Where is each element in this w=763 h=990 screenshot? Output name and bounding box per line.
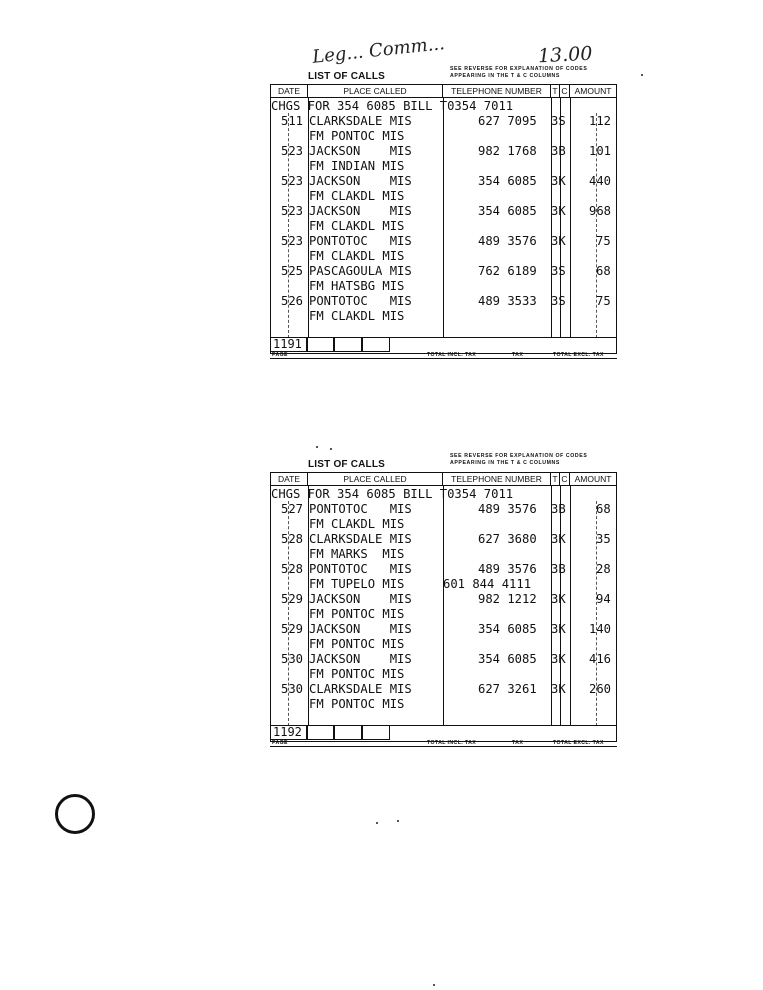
- call-origin: [271, 279, 616, 294]
- total-excl-label: TOTAL EXCL. TAX: [553, 352, 604, 358]
- call-from: FM PONTOC MIS: [309, 697, 405, 711]
- call-tc: 3B: [551, 562, 566, 576]
- call-row: [271, 174, 616, 189]
- header-c: C: [560, 85, 570, 97]
- handwritten-amount: 13.00: [537, 42, 593, 68]
- slip-title: LIST OF CALLS: [308, 459, 386, 470]
- call-phone: 489 3576: [478, 562, 537, 576]
- call-from: FM PONTOC MIS: [309, 607, 405, 621]
- call-from: FM MARKS MIS: [309, 547, 405, 561]
- speck: [641, 74, 643, 76]
- call-from: FM CLAKDL MIS: [309, 249, 405, 263]
- call-from: FM CLAKDL MIS: [309, 219, 405, 233]
- call-tc: 3K: [551, 622, 566, 636]
- handwritten-note: Leg... Comm...: [311, 33, 446, 68]
- call-phone: 354 6085: [478, 652, 537, 666]
- reverse-note: [450, 66, 587, 80]
- charges-line: CHGS FOR 354 6085 BILL T0354 7011: [271, 99, 514, 113]
- total-excl-label: TOTAL EXCL. TAX: [553, 740, 604, 746]
- header-amount: AMOUNT: [574, 474, 612, 484]
- punch-hole-circle: [55, 794, 95, 834]
- call-origin: [271, 577, 616, 592]
- calls-table: [270, 472, 617, 742]
- header-t: T: [551, 85, 560, 97]
- call-origin: [271, 249, 616, 264]
- call-tc: 3K: [551, 592, 566, 606]
- speck: [376, 822, 378, 824]
- call-phone: 982 1212: [478, 592, 537, 606]
- call-tc: 3K: [551, 532, 566, 546]
- call-row: [271, 294, 616, 309]
- call-row: [271, 264, 616, 279]
- reverse-note-line1: SEE REVERSE FOR EXPLANATION OF CODES: [450, 453, 588, 459]
- call-row: [271, 502, 616, 517]
- call-tc: 3S: [551, 114, 566, 128]
- calls-table: [270, 84, 617, 354]
- call-date: 529: [281, 622, 304, 636]
- reverse-note-line2: APPEARING IN THE T & C COLUMNS: [450, 460, 560, 466]
- call-amount: 416: [589, 652, 612, 666]
- call-amount: 440: [589, 174, 612, 188]
- call-place: CLARKSDALE MIS: [309, 114, 412, 128]
- call-list-slip-1: [270, 66, 617, 366]
- call-phone: 982 1768: [478, 144, 537, 158]
- call-origin: [271, 607, 616, 622]
- call-amount: 101: [589, 144, 612, 158]
- call-amount: 35: [596, 532, 611, 546]
- call-phone: 354 6085: [478, 204, 537, 218]
- call-row: [271, 622, 616, 637]
- header-date: DATE: [271, 473, 308, 485]
- speck: [330, 448, 332, 450]
- charges-line: CHGS FOR 354 6085 BILL T0354 7011: [271, 487, 514, 501]
- call-place: PASCAGOULA MIS: [309, 264, 412, 278]
- call-date: 530: [281, 682, 304, 696]
- page-label: PAGE: [272, 740, 288, 746]
- call-date: 511: [281, 114, 304, 128]
- call-origin: [271, 219, 616, 234]
- call-tc: 3K: [551, 652, 566, 666]
- call-row: [271, 234, 616, 249]
- call-from: FM HATSBG MIS: [309, 279, 405, 293]
- speck: [397, 820, 399, 822]
- header-place: PLACE CALLED: [308, 473, 443, 485]
- call-date: 523: [281, 234, 304, 248]
- speck: [316, 446, 318, 448]
- call-amount: 28: [596, 562, 611, 576]
- call-date: 526: [281, 294, 304, 308]
- call-tc: 3K: [551, 174, 566, 188]
- call-phone: 627 3261: [478, 682, 537, 696]
- call-origin: [271, 129, 616, 144]
- call-place: PONTOTOC MIS: [309, 294, 412, 308]
- call-row: [271, 144, 616, 159]
- call-tc: 3S: [551, 294, 566, 308]
- reverse-note-line2: APPEARING IN THE T & C COLUMNS: [450, 73, 560, 79]
- call-place: PONTOTOC MIS: [309, 562, 412, 576]
- call-amount: 112: [589, 114, 612, 128]
- call-list-slip-2: [270, 453, 617, 753]
- call-row: [271, 114, 616, 129]
- call-phone: 354 6085: [478, 622, 537, 636]
- call-amount: 75: [596, 294, 611, 308]
- call-tc: 3K: [551, 234, 566, 248]
- call-tc: 3S: [551, 264, 566, 278]
- call-amount: 260: [589, 682, 612, 696]
- header-amount: AMOUNT: [574, 86, 612, 96]
- call-row: [271, 652, 616, 667]
- call-from: FM INDIAN MIS: [309, 159, 405, 173]
- call-date: 528: [281, 532, 304, 546]
- call-phone: 762 6189: [478, 264, 537, 278]
- reverse-note-line1: SEE REVERSE FOR EXPLANATION OF CODES: [450, 66, 588, 72]
- tax-label: TAX: [512, 352, 524, 358]
- call-date: 528: [281, 562, 304, 576]
- call-phone: 489 3576: [478, 502, 537, 516]
- call-tc: 3K: [551, 204, 566, 218]
- page-label: PAGE: [272, 352, 288, 358]
- call-row: [271, 204, 616, 219]
- call-place: JACKSON MIS: [309, 144, 412, 158]
- call-origin: [271, 189, 616, 204]
- call-from: FM CLAKDL MIS: [309, 309, 405, 323]
- call-row: [271, 532, 616, 547]
- tax-label: TAX: [512, 740, 524, 746]
- call-phone: 489 3533: [478, 294, 537, 308]
- page-number: 1192: [270, 725, 307, 740]
- call-tc: 3B: [551, 144, 566, 158]
- call-phone: 627 7095: [478, 114, 537, 128]
- call-from: FM PONTOC MIS: [309, 129, 405, 143]
- call-date: 525: [281, 264, 304, 278]
- call-amount: 68: [596, 264, 611, 278]
- call-date: 529: [281, 592, 304, 606]
- total-incl-label: TOTAL INCL. TAX: [427, 352, 477, 358]
- header-phone: TELEPHONE NUMBER: [443, 473, 551, 485]
- call-date: 530: [281, 652, 304, 666]
- header-place: PLACE CALLED: [308, 85, 443, 97]
- call-place: JACKSON MIS: [309, 592, 412, 606]
- call-amount: 94: [596, 592, 611, 606]
- call-phone: 489 3576: [478, 234, 537, 248]
- call-from: FM CLAKDL MIS: [309, 189, 405, 203]
- call-row: [271, 682, 616, 697]
- call-date: 523: [281, 174, 304, 188]
- call-origin: [271, 637, 616, 652]
- call-tc: 3B: [551, 502, 566, 516]
- call-place: JACKSON MIS: [309, 622, 412, 636]
- call-date: 527: [281, 502, 304, 516]
- call-place: PONTOTOC MIS: [309, 502, 412, 516]
- call-place: PONTOTOC MIS: [309, 234, 412, 248]
- header-phone: TELEPHONE NUMBER: [443, 85, 551, 97]
- page-number: 1191: [270, 337, 307, 352]
- call-amount: 68: [596, 502, 611, 516]
- call-place: JACKSON MIS: [309, 174, 412, 188]
- call-from: FM CLAKDL MIS: [309, 517, 405, 531]
- call-date: 523: [281, 144, 304, 158]
- call-row: [271, 592, 616, 607]
- call-row: [271, 562, 616, 577]
- call-place: CLARKSDALE MIS: [309, 682, 412, 696]
- call-amount: 140: [589, 622, 612, 636]
- header-date: DATE: [271, 85, 308, 97]
- call-place: JACKSON MIS: [309, 204, 412, 218]
- call-place: CLARKSDALE MIS: [309, 532, 412, 546]
- call-date: 523: [281, 204, 304, 218]
- call-origin: [271, 309, 616, 324]
- header-c: C: [560, 473, 570, 485]
- call-origin: [271, 517, 616, 532]
- call-tc: 3K: [551, 682, 566, 696]
- call-origin: [271, 159, 616, 174]
- speck: [433, 984, 435, 986]
- call-from: FM TUPELO MIS: [309, 577, 405, 591]
- call-origin: [271, 547, 616, 562]
- call-place: JACKSON MIS: [309, 652, 412, 666]
- call-extra-phone: 601 844 4111: [443, 577, 532, 591]
- header-t: T: [551, 473, 560, 485]
- total-incl-label: TOTAL INCL. TAX: [427, 740, 477, 746]
- call-origin: [271, 667, 616, 682]
- call-origin: [271, 697, 616, 712]
- call-phone: 627 3680: [478, 532, 537, 546]
- call-amount: 968: [589, 204, 612, 218]
- slip-title: LIST OF CALLS: [308, 71, 386, 82]
- call-from: FM PONTOC MIS: [309, 637, 405, 651]
- call-from: FM PONTOC MIS: [309, 667, 405, 681]
- call-amount: 75: [596, 234, 611, 248]
- call-phone: 354 6085: [478, 174, 537, 188]
- reverse-note: [450, 453, 587, 467]
